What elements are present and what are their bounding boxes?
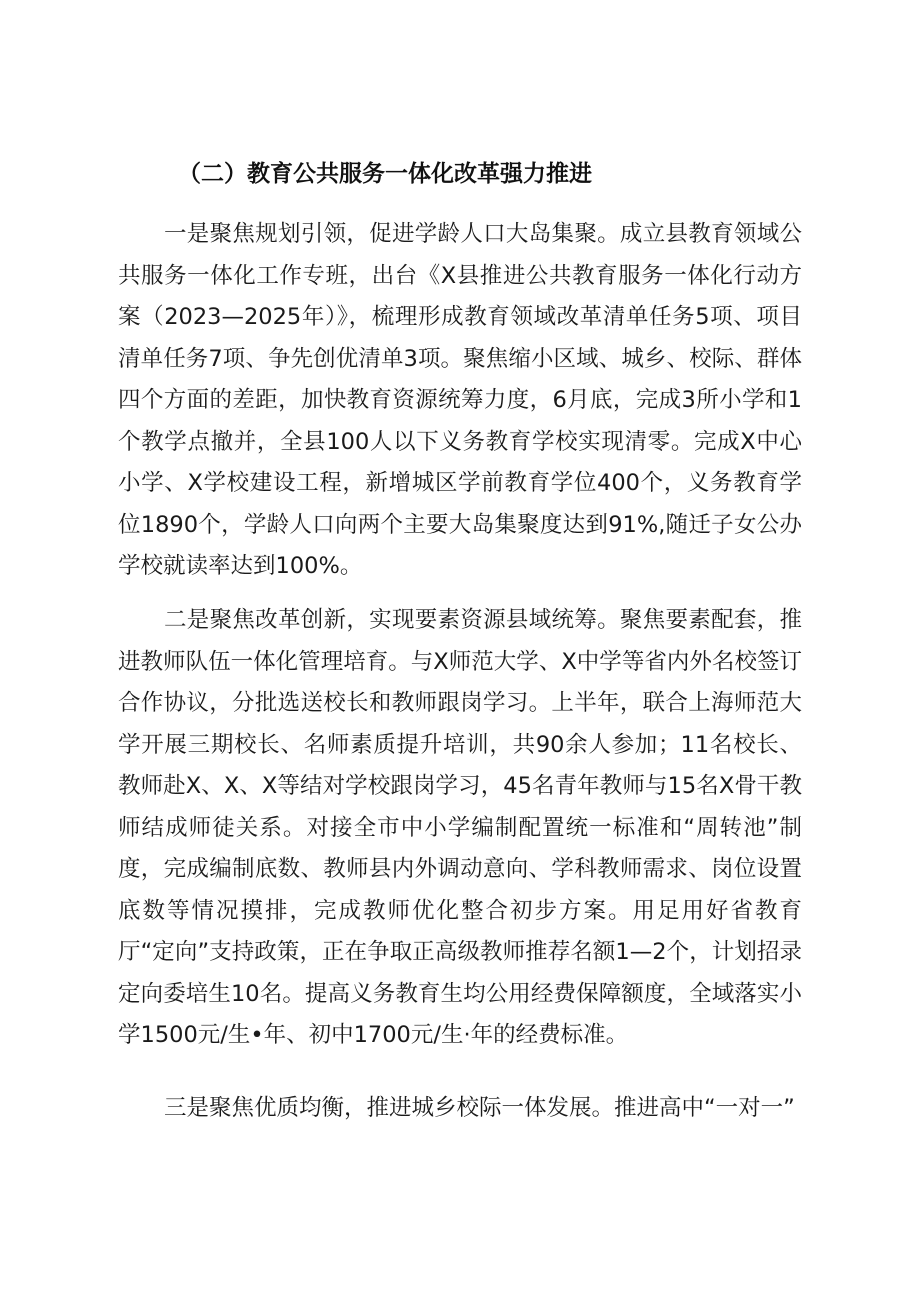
paragraph-planning-guidance: 一是聚焦规划引领，促进学龄人口大岛集聚。成立县教育领域公共服务一体化工作专班，出台《X县推进公共教育服务一体化行动方案（2023—2025年）》，梳理形成教育领域改革清单任务5项、项目清单任务7项、争先创优清单3项。聚焦缩小区域、城乡、校际、群体四个方面的差距，加快教育资源统筹力度，6月底，完成3所小学和1个教学点撤并，全县100人以下义务教育学校实现清零。完成X中心小学、X学校建设工程，新增城区学前教育学位400个，义务教育学位1890个，学龄人口向两个主要大岛集聚度达到91%,随迁子女公办学校就读率达到100%。 (118, 221, 802, 579)
paragraph-quality-balance: 三是聚焦优质均衡，推进城乡校际一体发展。推进高中“一对一” (164, 1095, 795, 1121)
section-heading: （二）教育公共服务一体化改革强力推进 (178, 161, 592, 187)
paragraph-reform-innovation: 二是聚焦改革创新，实现要素资源县域统筹。聚焦要素配套，推进教师队伍一体化管理培育。与X师范大学、X中学等省内外名校签订合作协议，分批选送校长和教师跟岗学习。上半年，联合上海师范大学开展三期校长、名师素质提升培训，共90余人参加；11名校长、教师赴X、X、X等结对学校跟岗学习，45名青年教师与15名X骨干教师结成师徒关系。对接全市中小学编制配置统一标准和“周转池”制度，完成编制底数、教师县内外调动意向、学科教师需求、岗位设置底数等情况摸排，完成教师优化整合初步方案。用足用好省教育厅“定向”支持政策，正在争取正高级教师推荐名额1—2个，计划招录定向委培生10名。提高义务教育生均公用经费保障额度，全域落实小学1500元/生•年、初中1700元/生·年的经费标准。 (118, 607, 802, 1048)
